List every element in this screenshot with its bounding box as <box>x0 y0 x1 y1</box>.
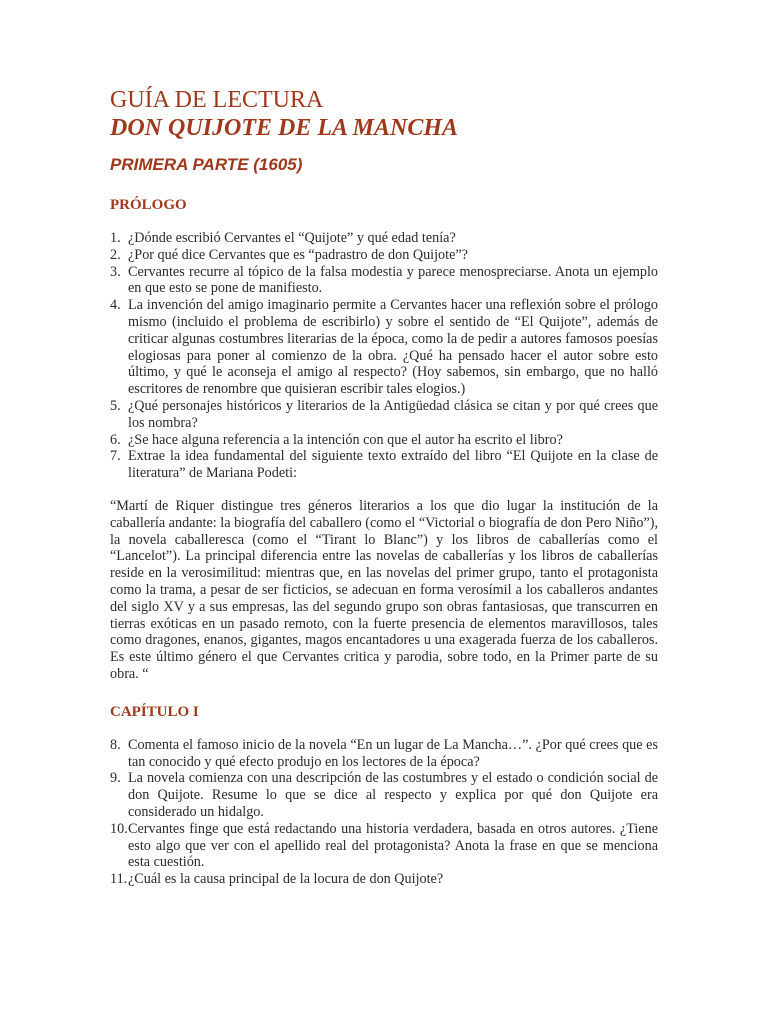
question-number: 5. <box>110 397 121 414</box>
question-list-capitulo-1 <box>110 737 658 888</box>
quoted-passage: “Martí de Riquer distingue tres géneros literarios a los que dio lugar la institución de la caballería andante: la biografía del caballero (como el “Victorial o biografía de don Pero Niño”), la novela caballeresca (como el “Tirant lo Blanc”) y los libros de caballerías como el “Lancelot”). La principal diferencia entre las novelas de caballerías y los libros de caballerías reside en la verosimilitud: mientras que, en las novelas del primer grupo, tanto el protagonista como la trama, a pesar de ser ficticios, se adecuan en forma verosímil a los caballeros andantes del siglo XV y a sus empresas, las del segundo grupo son obras fantasiosas, que transcurren en tierras exóticas en un pasado remoto, con la fuerte presencia de elementos maravillosos, tales como dragones, enanos, gigantes, magos encantadores u una exagerada fuerza de los caballeros. Es este último género el que Cervantes critica y parodia, sobre todo, en la Primer parte de su obra. “ <box>110 497 658 682</box>
question-item <box>110 770 658 820</box>
question-item <box>110 448 658 482</box>
question-text: La invención del amigo imaginario permite a Cervantes hacer una reflexión sobre el prólogo mismo (incluido el problema de escribirlo) y sobre el sentido de “El Quijote”, además de criticar algunas costumbres literarias de la época, como la de pedir a autores famosos poesías elogiosas para poner al comienzo de la obra. ¿Qué ha pensado hacer el autor sobre esto último, y qué le aconseja el amigo al respecto? (Hoy sabemos, sin embargo, que no halló escritores de renombre que quisieran escribir tales elogios.) <box>128 297 658 398</box>
question-number: 7. <box>110 448 121 465</box>
question-number: 2. <box>110 246 121 263</box>
question-item <box>110 398 658 432</box>
question-item <box>110 297 658 398</box>
part-heading: PRIMERA PARTE (1605) <box>110 155 303 174</box>
question-item <box>110 821 658 871</box>
question-text: Cervantes finge que está redactando una historia verdadera, basada en otros autores. ¿Tiene esto algo que ver con el apellido real del protagonista? Anota la frase en que se menciona esta cuestión. <box>128 820 658 871</box>
question-number: 6. <box>110 431 121 448</box>
question-text: ¿Cuál es la causa principal de la locura de don Quijote? <box>128 871 444 888</box>
question-number: 1. <box>110 230 121 246</box>
question-item <box>110 737 658 771</box>
guide-title: GUÍA DE LECTURA <box>110 87 324 113</box>
question-number: 4. <box>110 297 121 314</box>
question-list-prologo <box>110 230 658 482</box>
section-heading-capitulo-1: CAPÍTULO I <box>110 703 199 720</box>
question-item <box>110 247 658 264</box>
question-number: 8. <box>110 736 121 753</box>
question-item <box>110 871 658 888</box>
question-item <box>110 432 658 449</box>
question-number: 10. <box>110 820 128 837</box>
question-text: ¿Dónde escribió Cervantes el “Quijote” y qué edad tenía? <box>128 230 456 246</box>
question-text: Extrae la idea fundamental del siguiente texto extraído del libro “El Quijote en la clase de literatura” de Mariana Podeti: <box>128 448 658 482</box>
section-heading-prologo: PRÓLOGO <box>110 197 187 213</box>
question-number: 3. <box>110 263 121 280</box>
question-item <box>110 230 658 247</box>
question-text: ¿Por qué dice Cervantes que es “padrastro de don Quijote”? <box>128 246 468 263</box>
question-text: La novela comienza con una descripción de las costumbres y el estado o condición social de don Quijote. Resume lo que se dice al respecto y explica por qué don Quijote era considerado un hidalgo. <box>128 770 658 820</box>
question-text: ¿Qué personajes históricos y literarios de la Antigüedad clásica se citan y por qué crees que los nombra? <box>128 397 658 431</box>
question-text: Comenta el famoso inicio de la novela “En un lugar de La Mancha…”. ¿Por qué crees que es tan conocido y qué efecto produjo en los lectores de la época? <box>128 736 658 770</box>
question-item <box>110 264 658 298</box>
question-text: ¿Se hace alguna referencia a la intención con que el autor ha escrito el libro? <box>128 431 563 448</box>
question-number: 11. <box>110 871 128 888</box>
question-number: 9. <box>110 770 121 787</box>
question-text: Cervantes recurre al tópico de la falsa modestia y parece menospreciarse. Anota un ejemplo en que esto se pone de manifiesto. <box>128 263 658 297</box>
book-title: DON QUIJOTE DE LA MANCHA <box>110 115 459 141</box>
